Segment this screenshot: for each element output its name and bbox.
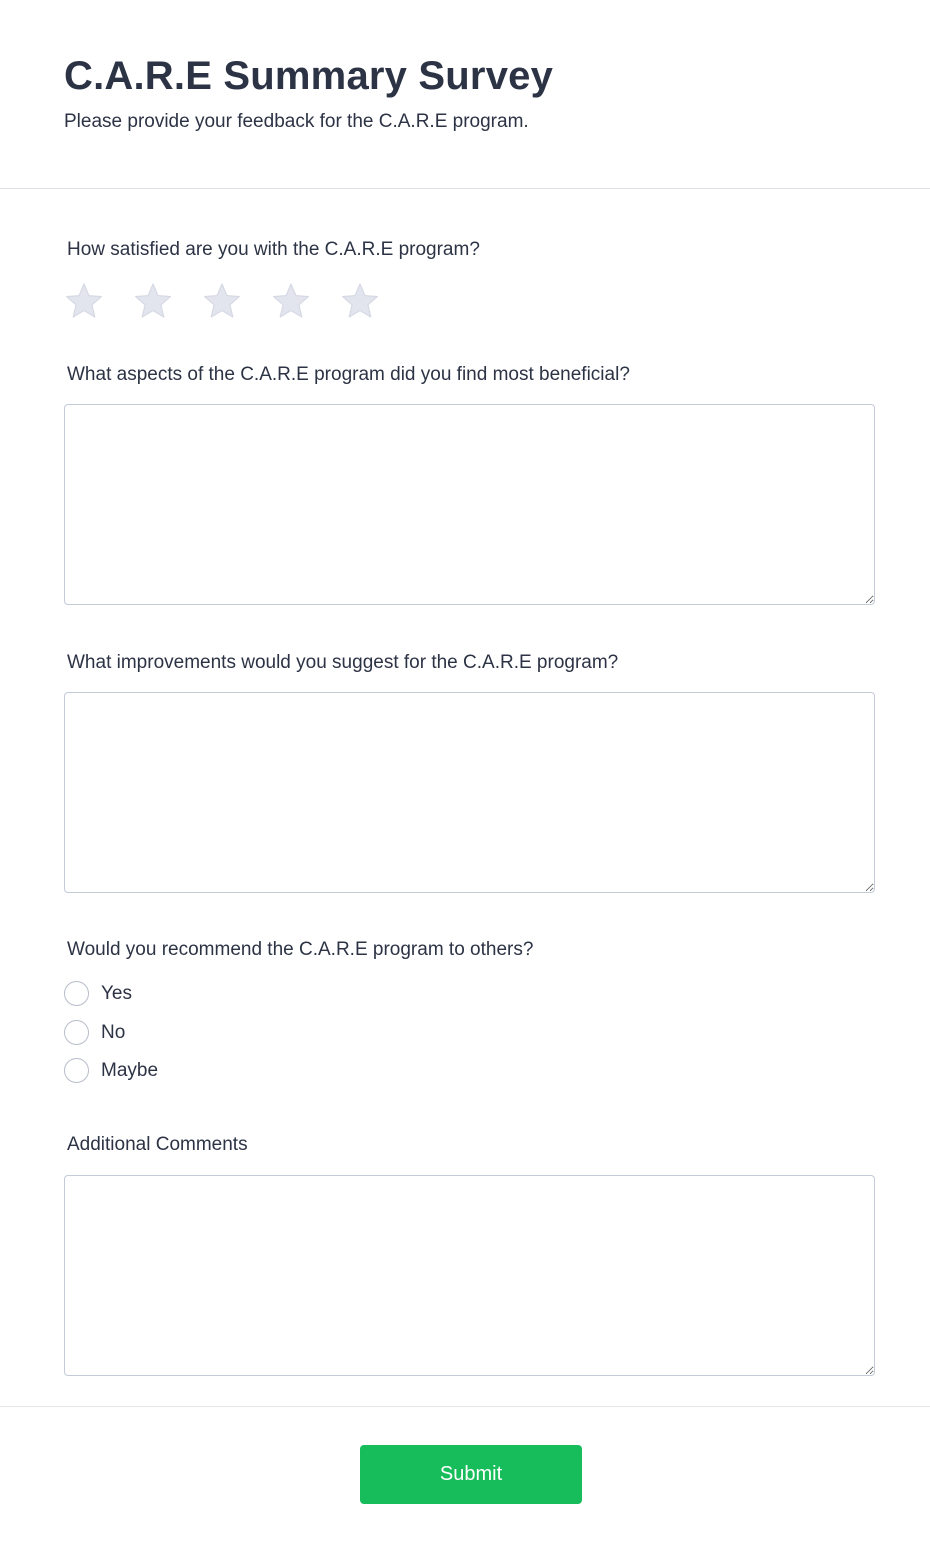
comments-question-label: Additional Comments bbox=[67, 1134, 248, 1155]
star-3-icon[interactable] bbox=[202, 281, 242, 321]
submit-button[interactable]: Submit bbox=[360, 1445, 582, 1504]
star-4-icon[interactable] bbox=[271, 281, 311, 321]
radio-option-maybe[interactable] bbox=[64, 1058, 158, 1083]
radio-option-no[interactable] bbox=[64, 1020, 125, 1045]
improvements-textarea[interactable] bbox=[64, 692, 875, 893]
comments-textarea[interactable] bbox=[64, 1175, 875, 1376]
recommend-question-label: Would you recommend the C.A.R.E program to others? bbox=[67, 939, 534, 960]
radio-maybe-label[interactable]: Maybe bbox=[101, 1059, 159, 1081]
star-1-icon[interactable] bbox=[64, 281, 104, 321]
star-rating bbox=[64, 281, 409, 321]
radio-no-label[interactable]: No bbox=[101, 1021, 126, 1043]
form-header bbox=[0, 0, 930, 189]
improvements-question-label: What improvements would you suggest for the C.A.R.E program? bbox=[67, 652, 619, 673]
page-title: C.A.R.E Summary Survey bbox=[64, 54, 554, 98]
star-2-icon[interactable] bbox=[133, 281, 173, 321]
radio-no-circle[interactable] bbox=[64, 1020, 89, 1045]
satisfaction-question-label: How satisfied are you with the C.A.R.E program? bbox=[67, 239, 480, 260]
star-5-icon[interactable] bbox=[340, 281, 380, 321]
radio-option-yes[interactable] bbox=[64, 981, 132, 1006]
form-footer bbox=[0, 1406, 930, 1553]
radio-yes-label[interactable]: Yes bbox=[101, 982, 132, 1004]
radio-yes-circle[interactable] bbox=[64, 981, 89, 1006]
beneficial-question-label: What aspects of the C.A.R.E program did you find most beneficial? bbox=[67, 364, 630, 385]
beneficial-textarea[interactable] bbox=[64, 404, 875, 605]
radio-maybe-circle[interactable] bbox=[64, 1058, 89, 1083]
page-subtitle: Please provide your feedback for the C.A.R.E program. bbox=[64, 111, 529, 132]
